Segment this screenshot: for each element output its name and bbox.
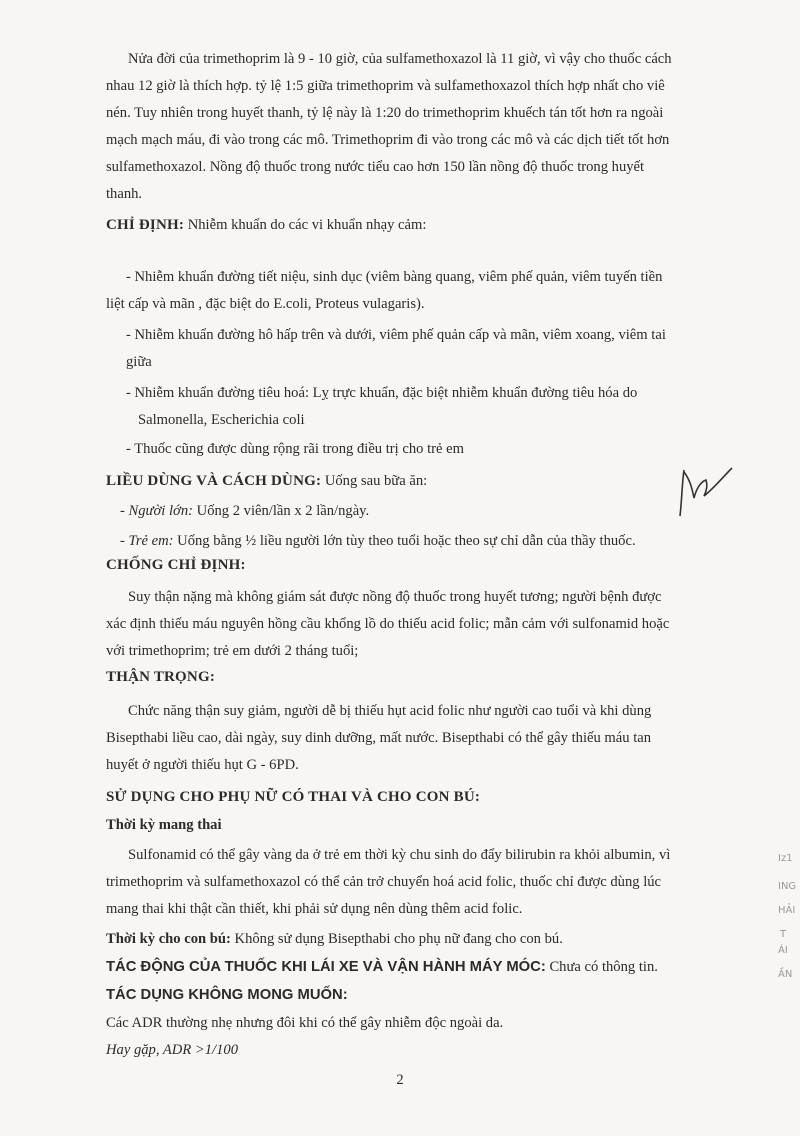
dosage-adult-text: Uống 2 viên/lần x 2 lần/ngày.	[196, 503, 370, 519]
contra-paragraph	[106, 584, 754, 665]
text-line: Sulfonamid có thể gây vàng da ở trẻ em thời kỳ chu sinh do đẩy bilirubin ra khỏi albumin, vì	[128, 847, 671, 863]
text-line: - Nhiễm khuẩn đường tiết niệu, sinh dục (viêm bàng quang, viêm phế quản, viêm tuyến tiền	[126, 269, 663, 285]
dosage-child-text: Uống bằng ½ liều người lớn tùy theo tuổi hoặc theo sự chỉ dẫn của thầy thuốc.	[177, 533, 636, 549]
adverse-heading: TÁC DỤNG KHÔNG MONG MUỐN:	[106, 987, 348, 1003]
pregnancy-section	[106, 784, 754, 811]
pregnancy-paragraph	[106, 842, 754, 923]
edge-fragment: ING	[778, 881, 797, 892]
page-number: 2	[396, 1072, 404, 1088]
text-line: nhau 12 giờ là thích hợp. tỷ lệ 1:5 giữa trimethoprim và sulfamethoxazol thích hợp nhất cho viê	[106, 78, 665, 94]
text-line: huyết ở người thiếu hụt G - 6PD.	[106, 757, 299, 773]
handwritten-signature	[670, 460, 740, 520]
adverse-paragraph	[106, 1010, 754, 1064]
text-line: - Thuốc cũng được dùng rộng rãi trong điều trị cho trẻ em	[126, 441, 464, 457]
text-line: Salmonella, Escherichia coli	[138, 412, 305, 428]
indication-text: Nhiễm khuẩn do các vi khuẩn nhạy cảm:	[187, 217, 427, 233]
text-line: Suy thận nặng mà không giám sát được nồng độ thuốc trong huyết tương; người bệnh được	[128, 589, 662, 605]
driving-heading: TÁC ĐỘNG CỦA THUỐC KHI LÁI XE VÀ VẬN HÀNH MÁY MÓC:	[106, 959, 546, 975]
caution-paragraph	[106, 698, 754, 779]
indication-heading-line	[106, 212, 754, 239]
driving-line	[106, 954, 754, 981]
dosage-adult-line: - Người lớn: Uống 2 viên/lần x 2 lần/ngày.	[120, 503, 370, 519]
text-line: Hay gặp, ADR >1/100	[106, 1042, 238, 1058]
text-line: thanh.	[106, 186, 143, 202]
text-line: sulfamethoxazol. Nồng độ thuốc trong nước tiểu cao hơn 150 lần nồng độ thuốc trong huyết	[106, 159, 645, 175]
edge-fragment: ẦN	[778, 969, 793, 980]
driving-text: Chưa có thông tin.	[549, 959, 658, 975]
dosage-text: Uống sau bữa ăn:	[324, 473, 428, 489]
text-line: mạch mạch máu, đi vào trong các mô. Trimethoprim đi vào trong các mô và các dịch tiết tốt hơn	[106, 132, 670, 148]
text-line: - Nhiễm khuẩn đường tiêu hoá: Lỵ trực khuẩn, đặc biệt nhiễm khuẩn đường tiêu hóa do	[126, 385, 638, 401]
text-line: nén. Tuy nhiên trong huyết thanh, tỷ lệ này là 1:20 do trimethoprim khuếch tán tốt hơn ra ngoài	[106, 105, 664, 121]
text-line: liệt cấp và mãn , đặc biệt do E.coli, Proteus vulagaris).	[106, 296, 425, 312]
text-line: Chức năng thận suy giảm, người dễ bị thiếu hụt acid folic như người cao tuổi và khi dùng	[128, 703, 652, 719]
indication-item-4	[106, 436, 754, 463]
dosage-child-line: - Trẻ em: Uống bằng ½ liều người lớn tùy theo tuổi hoặc theo sự chỉ dẫn của thầy thuốc.	[120, 533, 636, 549]
indication-item-3	[106, 380, 754, 434]
text-line: mang thai khi thật cần thiết, khi phải sử dụng nên dùng thêm acid folic.	[106, 901, 523, 917]
breastfeeding-text: Không sử dụng Bisepthabi cho phụ nữ đang cho con bú.	[234, 931, 563, 947]
text-line: với trimethoprim; trẻ em dưới 2 tháng tuổi;	[106, 643, 359, 659]
indication-item-1	[106, 264, 754, 318]
contra-section	[106, 552, 754, 579]
caution-heading: THẬN TRỌNG:	[106, 669, 216, 685]
text-line: trimethoprim và sulfamethoxazol có thể cản trở chuyển hoá acid folic, thuốc chỉ được dùng lúc	[106, 874, 662, 890]
breastfeeding-line	[106, 926, 754, 953]
breastfeeding-label: Thời kỳ cho con bú:	[106, 931, 231, 947]
dosage-adult-label: Người lớn:	[128, 503, 193, 519]
text-line: - Nhiễm khuẩn đường hô hấp trên và dưới, viêm phế quản cấp và mãn, viêm xoang, viêm tai	[126, 327, 666, 343]
text-line: xác định thiếu máu nguyên hồng cầu khổng lồ do thiếu acid folic; mẫn cảm với sulfonamid hoặc	[106, 616, 670, 632]
text-line: Bisepthabi liều cao, dài ngày, suy dinh dưỡng, mất nước. Bisepthabi có thể gây thiếu máu tan	[106, 730, 652, 746]
edge-fragment: ÁI	[778, 945, 788, 956]
text-line: giữa	[126, 354, 152, 370]
pregnancy-subheading: Thời kỳ mang thai	[106, 817, 222, 833]
indication-item-2	[106, 322, 754, 376]
edge-fragment: Iz1	[778, 853, 793, 864]
edge-fragment: HẢI	[778, 905, 796, 916]
indication-heading: CHỈ ĐỊNH:	[106, 217, 185, 233]
pregnancy-heading: SỬ DỤNG CHO PHỤ NỮ CÓ THAI VÀ CHO CON BÚ:	[106, 789, 481, 805]
contra-heading: CHỐNG CHỈ ĐỊNH:	[106, 557, 246, 573]
text-line: Các ADR thường nhẹ nhưng đôi khi có thể gây nhiễm độc ngoài da.	[106, 1015, 504, 1031]
intro-paragraph	[106, 46, 754, 208]
text-line: Nửa đời của trimethoprim là 9 - 10 giờ, của sulfamethoxazol là 11 giờ, vì vậy cho thuốc cách	[128, 51, 672, 67]
dosage-child-label: Trẻ em:	[128, 533, 174, 549]
adverse-section	[106, 982, 754, 1009]
caution-section	[106, 664, 754, 691]
dosage-heading-line	[106, 468, 754, 495]
dosage-heading: LIỀU DÙNG VÀ CÁCH DÙNG:	[106, 473, 322, 489]
edge-fragment: T	[780, 929, 787, 940]
pregnancy-subheading-line	[106, 812, 754, 839]
